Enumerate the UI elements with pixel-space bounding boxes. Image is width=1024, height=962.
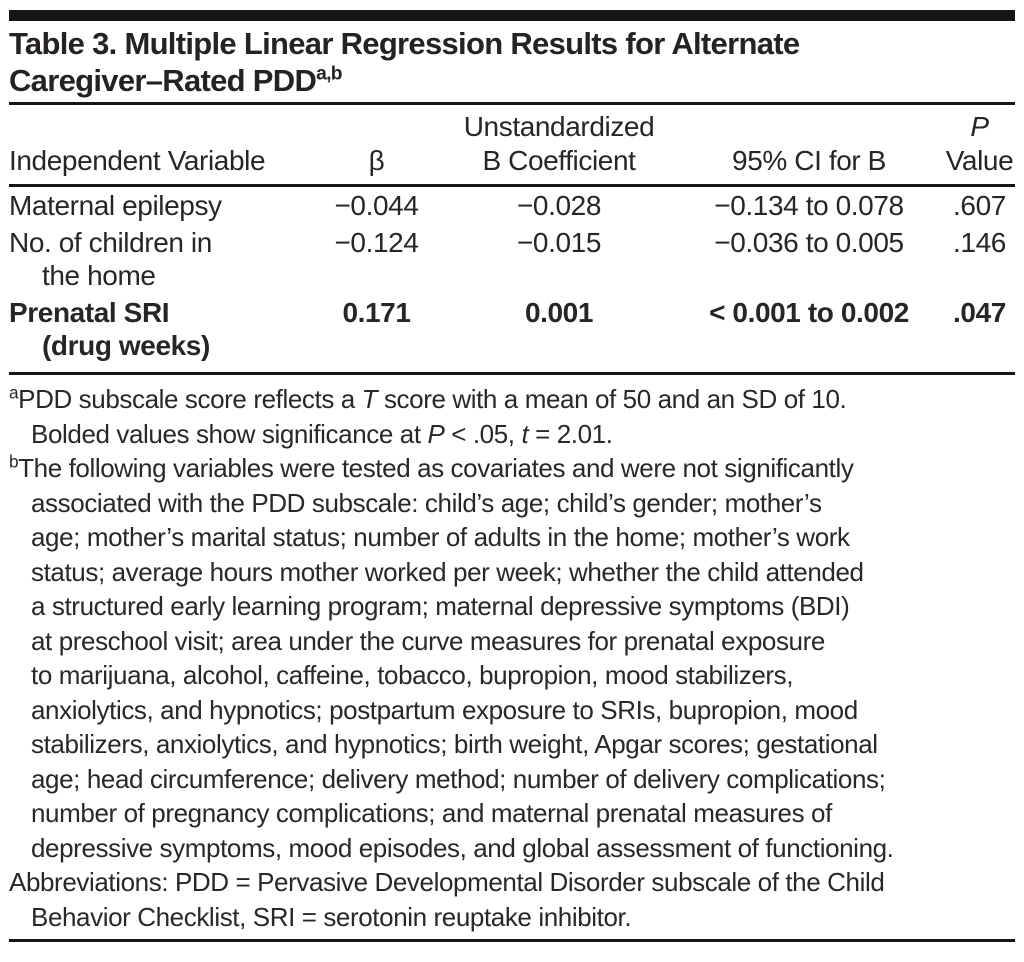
cell-beta: 0.171 [342,297,411,328]
header-spacer-ci [674,110,944,144]
col-header-95-ci: 95% CI for B [732,145,886,176]
cell-95-ci: −0.036 to 0.005 [714,227,904,258]
footnote-text: depressive symptoms, mood episodes, and global assessment of functioning. [31,832,894,863]
footnote-line [9,382,1015,417]
footnote-line [9,900,1015,935]
footnote-line [9,520,1015,555]
variable-line-2: (drug weeks) [42,330,210,361]
footnote-text: age; head circumference; delivery method; number of delivery complications; [31,763,886,794]
footnote-text: stabilizers, anxiolytics, and hypnotics; birth weight, Apgar scores; gestational [31,729,878,759]
col-header-p: P [970,111,989,142]
regression-table-body [9,187,1015,364]
col-header-p-value: Value [945,145,1014,176]
footnote-text: Bolded values show significance at P < .05, t = 2.01. [31,418,613,449]
variable-line-1: Maternal epilepsy [9,190,222,221]
column-headers [9,105,1015,184]
table-title-superscript: a,b [316,63,342,85]
top-rule [9,10,1015,21]
column-header-row-top [9,110,1015,144]
footnote-text: to marijuana, alcohol, caffeine, tobacco, bupropion, mood stabilizers, [31,660,794,690]
header-spacer-beta [309,110,444,144]
table-bottom-rule [9,372,1015,375]
footnote-line [9,831,1015,866]
cell-b-coefficient: 0.001 [524,297,594,328]
footnote-line [9,451,1015,486]
footnote-text: anxiolytics, and hypnotics; postpartum exposure to SRIs, bupropion, mood [31,694,858,725]
cell-95-ci: −0.134 to 0.078 [714,190,904,221]
footnote-text: number of pregnancy complications; and maternal prenatal measures of [31,798,832,828]
footnote-text: status; average hours mother worked per week; whether the child attended [31,556,864,587]
cell-b-coefficient: −0.028 [516,190,602,221]
cell-independent-variable [9,189,309,222]
cell-95-ci: < 0.001 to 0.002 [709,297,909,328]
cell-p-value: .607 [953,190,1006,221]
variable-line-1: Prenatal SRI [9,297,170,328]
table-row [9,224,1015,294]
footnote-line [9,796,1015,831]
footnote-marker: a [9,382,19,403]
table-title [9,25,1015,99]
cell-p-value: .146 [953,227,1006,258]
col-header-beta: β [368,145,385,176]
footnote-line [9,486,1015,521]
table-title-line-2: Caregiver–Rated PDD [9,63,317,98]
footnote-text: associated with the PDD subscale: child’s age; child’s gender; mother’s [31,487,822,518]
footnote-line [9,417,1015,452]
footnote-text: a structured early learning program; maternal depressive symptoms (BDI) [31,591,850,621]
footnote-text: PDD subscale score reflects a T score with a mean of 50 and an SD of 10. [18,384,847,414]
cell-independent-variable [9,226,309,292]
col-header-independent-variable: Independent Variable [9,145,266,176]
table-title-line-1: Table 3. Multiple Linear Regression Results for Alternate [9,26,800,61]
header-spacer-variable [9,110,309,144]
footnote-marker: b [9,451,19,472]
footnote-text: at preschool visit; area under the curve measures for prenatal exposure [31,625,825,656]
cell-p-value: .047 [953,297,1006,328]
footnote-text: The following variables were tested as covariates and were not significantly [18,453,854,483]
table-row [9,294,1015,364]
cell-beta: −0.124 [334,227,419,258]
variable-line-1: No. of children in [9,227,212,258]
table-row [9,187,1015,224]
footnotes [9,382,1015,934]
footnote-line [9,762,1015,797]
bottom-rule [9,939,1015,942]
footnote-line [9,624,1015,659]
footnote-text: age; mother’s marital status; number of adults in the home; mother’s work [31,522,850,552]
footnote-text: Behavior Checklist, SRI = serotonin reuptake inhibitor. [31,901,632,932]
footnote-line [9,727,1015,762]
footnote-line [9,555,1015,590]
footnote-line [9,658,1015,693]
journal-table-page [0,10,1024,962]
col-header-b-coefficient: B Coefficient [482,145,636,176]
cell-beta: −0.044 [334,190,419,221]
footnote-line [9,865,1015,900]
col-header-unstandardized: Unstandardized [463,111,655,142]
footnote-text: Abbreviations: PDD = Pervasive Developmental Disorder subscale of the Child [9,867,885,897]
footnote-line [9,589,1015,624]
column-header-row-bottom [9,144,1015,178]
cell-independent-variable [9,296,309,362]
variable-line-2: the home [42,260,156,291]
cell-b-coefficient: −0.015 [516,227,602,258]
footnote-line [9,693,1015,728]
